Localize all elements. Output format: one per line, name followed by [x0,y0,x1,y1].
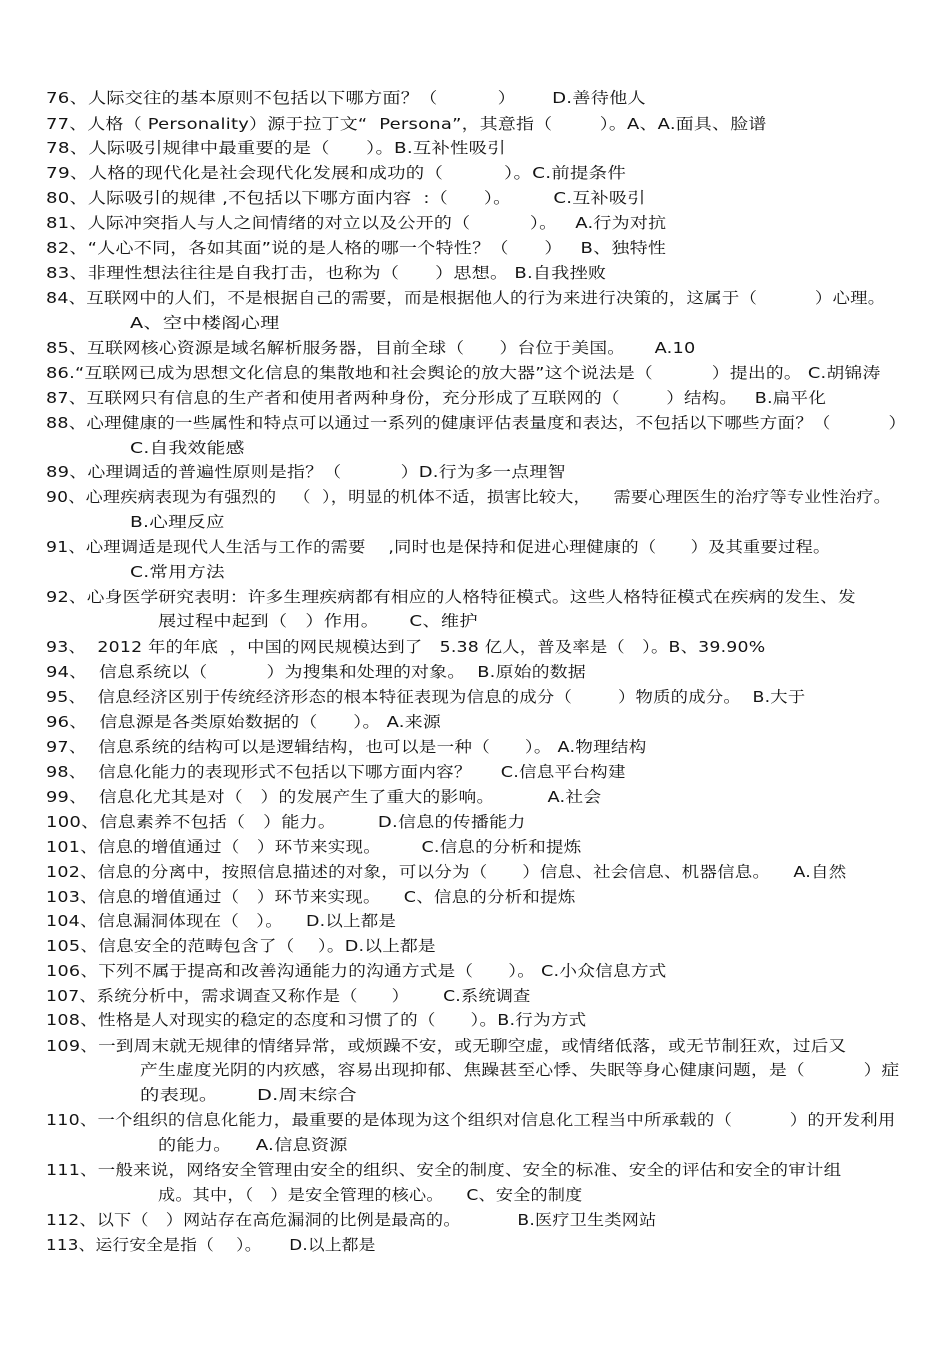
question-line: 93、 2012 年的年底 ，中国的网民规模达到了 5.38 亿人，普及率是（ ）。B、39.90% [46,638,766,656]
question-line: 96、 信息源是各类原始数据的（ ）。 A.来源 [46,713,442,731]
question-line: 102、信息的分离中，按照信息描述的对象，可以分为（ ）信息、社会信息、机器信息。 A.自然 [46,863,847,881]
question-line: 103、信息的增值通过（ ）环节来实现。 C、信息的分析和提炼 [46,888,576,906]
question-line: B.心理反应 [130,513,225,531]
question-line: 76、人际交往的基本原则不包括以下哪方面？（ ） D.善待他人 [46,89,646,107]
question-line: 100、信息素养不包括（ ）能力。 D.信息的传播能力 [46,813,526,831]
question-line: 的表现。 D.周末综合 [140,1086,358,1104]
question-line: 91、心理调适是现代人生活与工作的需要 ,同时也是保持和促进心理健康的（ ）及其重要过程。 [46,538,831,556]
question-line: 84、互联网中的人们，不是根据自己的需要，而是根据他人的行为来进行决策的，这属于（ ）心理。 [46,289,886,307]
question-line: 85、互联网核心资源是域名解析服务器，目前全球（ ）台位于美国。 A.10 [46,339,696,357]
question-line: 89、心理调适的普遍性原则是指？（ ）D.行为多一点理智 [46,463,566,481]
question-line: 94、 信息系统以（ ）为搜集和处理的对象。 B.原始的数据 [46,663,586,681]
question-line: 111、一般来说，网络安全管理由安全的组织、安全的制度、安全的标准、安全的评估和安全的审计组 [46,1161,842,1179]
question-line: 78、人际吸引规律中最重要的是（ ）。B.互补性吸引 [46,139,506,157]
question-line: 98、 信息化能力的表现形式不包括以下哪方面内容？ C.信息平台构建 [46,763,626,781]
question-line: 105、信息安全的范畴包含了（ ）。D.以上都是 [46,937,436,955]
question-line: A、空中楼阁心理 [130,314,280,332]
question-line: 107、系统分析中，需求调查又称作是（ ） C.系统调查 [46,987,531,1005]
question-line: 113、运行安全是指（ ）。 D.以上都是 [46,1236,376,1254]
question-line: 展过程中起到（ ）作用。 C、维护 [158,612,478,630]
question-line: 104、信息漏洞体现在（ ）。 D.以上都是 [46,912,397,930]
question-line: 106、下列不属于提高和改善沟通能力的沟通方式是（ ）。 C.小众信息方式 [46,962,667,980]
question-line: C.常用方法 [130,563,225,581]
question-line: 产生虚度光阴的内疚感，容易出现抑郁、焦躁甚至心悸、失眠等身心健康问题，是（ ）症 [140,1061,900,1079]
question-line: 87、互联网只有信息的生产者和使用者两种身份，充分形成了互联网的（ ）结构。 B.扁平化 [46,389,827,407]
question-line: 79、人格的现代化是社会现代化发展和成功的（ ）。C.前提条件 [46,164,626,182]
question-line: 97、 信息系统的结构可以是逻辑结构，也可以是一种（ ）。 A.物理结构 [46,738,647,756]
question-line: 的能力。 A.信息资源 [158,1136,348,1154]
question-line: 81、人际冲突指人与人之间情绪的对立以及公开的（ ）。 A.行为对抗 [46,214,667,232]
question-line: 112、以下（ ）网站存在高危漏洞的比例是最高的。 B.医疗卫生类网站 [46,1211,657,1229]
question-line: 成。其中，（ ）是安全管理的核心。 C、安全的制度 [158,1186,583,1204]
question-line: 109、一到周末就无规律的情绪异常，或烦躁不安，或无聊空虚，或情绪低落，或无节制狂欢，过后又 [46,1037,847,1055]
question-line: C.自我效能感 [130,439,245,457]
question-line: 99、 信息化尤其是对（ ）的发展产生了重大的影响。 A.社会 [46,788,602,806]
question-line: 90、心理疾病表现为有强烈的 （ ），明显的机体不适，损害比较大， 需要心理医生的治疗等专业性治疗。 [46,488,892,506]
question-line: 108、性格是人对现实的稳定的态度和习惯了的（ ）。B.行为方式 [46,1011,587,1029]
question-line: 88、心理健康的一些属性和特点可以通过一系列的健康评估表量度和表达，不包括以下哪些方面？（ ） [46,414,907,432]
question-line: 92、心身医学研究表明：许多生理疾病都有相应的人格特征模式。这些人格特征模式在疾病的发生、发 [46,588,856,606]
question-line: 110、一个组织的信息化能力，最重要的是体现为这个组织对信息化工程当中所承载的（ ）的开发利用 [46,1111,896,1129]
question-line: 80、人际吸引的规律 ,不包括以下哪方面内容 :（ ）。 C.互补吸引 [46,189,646,207]
question-line: 95、 信息经济区别于传统经济形态的根本特征表现为信息的成分（ ）物质的成分。 B.大于 [46,688,806,706]
question-line: 83、非理性想法往往是自我打击，也称为（ ）思想。 B.自我挫败 [46,264,607,282]
question-line: 82、“人心不同，各如其面”说的是人格的哪一个特性？（ ） B、独特性 [46,239,667,257]
question-line: 77、人格（ Personality）源于拉丁文“ Persona”，其意指（ ）。A、A.面具、脸谱 [46,115,767,133]
question-line: 86.“互联网已成为思想文化信息的集散地和社会舆论的放大器”这个说法是（ ）提出的。 C.胡锦涛 [46,364,881,382]
question-line: 101、信息的增值通过（ ）环节来实现。 C.信息的分析和提炼 [46,838,582,856]
